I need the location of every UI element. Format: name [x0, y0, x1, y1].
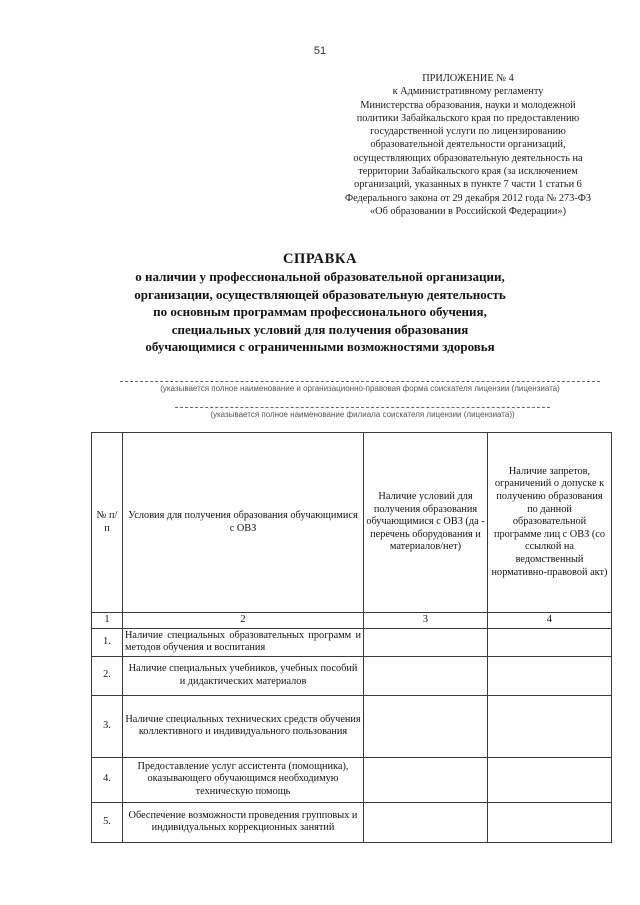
- appendix-line: «Об образовании в Российской Федерации»): [369, 205, 567, 217]
- row-condition: Наличие специальных учебников, учебных пособий и дидактических материалов: [123, 656, 364, 695]
- appendix-line: организаций, указанных в пункте 7 части 1 статьи 6: [354, 179, 582, 191]
- table-row: [92, 802, 612, 842]
- row-num: 5.: [92, 802, 123, 842]
- appendix-line: осуществляющих образовательную деятельность на: [353, 152, 583, 164]
- subtitle-line: специальных условий для получения образования: [171, 321, 469, 337]
- document-title: СПРАВКА: [282, 251, 358, 267]
- column-number: 1: [92, 613, 123, 629]
- appendix-line: территории Забайкальского края (за исключением: [358, 166, 578, 178]
- appendix-line: государственной услуги по лицензированию: [370, 126, 566, 138]
- subtitle-line: по основным программам профессионального обучения,: [153, 304, 487, 319]
- row-availability-cell[interactable]: [364, 695, 488, 757]
- header-num: № п/п: [92, 433, 123, 613]
- row-restrictions-cell[interactable]: [488, 757, 612, 802]
- header-restrictions: Наличие запретов, ограничений о допуске к получению образования по данной образовательной программе лиц с ОВЗ (со ссылкой на ведомственный нормативно-правовой акт): [488, 433, 612, 613]
- subtitle-line: организации, осуществляющей образовательную деятельность: [134, 286, 506, 302]
- row-num: 4.: [92, 757, 123, 802]
- row-num: 2.: [92, 656, 123, 695]
- appendix-block: [318, 72, 618, 218]
- table-row: [92, 656, 612, 695]
- column-number: 4: [488, 613, 612, 629]
- row-availability-cell[interactable]: [364, 757, 488, 802]
- subtitle-line: о наличии у профессиональной образовательной организации,: [135, 269, 505, 284]
- row-restrictions-cell[interactable]: [488, 656, 612, 695]
- row-condition: Обеспечение возможности проведения групповых и индивидуальных коррекционных занятий: [123, 802, 364, 842]
- applicant-name-caption: (указывается полное наименование и организационно-правовая форма соискателя лицензии (лицензиата): [160, 384, 560, 393]
- header-availability: Наличие условий для получения образования обучающимися с ОВЗ (да - перечень оборудования и материалов/нет): [364, 433, 488, 613]
- subtitle-line: обучающимися с ограниченными возможностями здоровья: [145, 339, 495, 354]
- appendix-line: Федерального закона от 29 декабря 2012 года № 273-ФЗ: [344, 192, 592, 204]
- branch-name-field[interactable]: [175, 407, 550, 420]
- appendix-line: ПРИЛОЖЕНИЕ № 4: [422, 73, 514, 84]
- appendix-line: Министерства образования, науки и молодежной: [360, 99, 576, 111]
- page-number: 51: [313, 45, 327, 57]
- row-restrictions-cell[interactable]: [488, 628, 612, 656]
- document-subtitle: [0, 268, 640, 356]
- row-availability-cell[interactable]: [364, 656, 488, 695]
- row-condition: Предоставление услуг ассистента (помощника), оказывающего обучающимся необходимую техническую помощь: [123, 757, 364, 802]
- document-title-block: [0, 250, 640, 356]
- column-number: 3: [364, 613, 488, 629]
- table-row: [92, 757, 612, 802]
- conditions-table: [91, 432, 612, 843]
- table-row: [92, 695, 612, 757]
- row-condition: Наличие специальных образовательных программ и методов обучения и воспитания: [123, 628, 364, 656]
- table-header-row: [92, 433, 612, 613]
- row-restrictions-cell[interactable]: [488, 802, 612, 842]
- branch-name-caption: (указывается полное наименование филиала соискателя лицензии (лицензиата)): [210, 410, 515, 419]
- row-num: 1.: [92, 628, 123, 656]
- appendix-line: политики Забайкальского края по предоставлению: [356, 112, 580, 124]
- column-number: 2: [123, 613, 364, 629]
- appendix-line: к Административному регламенту: [392, 86, 544, 98]
- table-row: [92, 628, 612, 656]
- row-availability-cell[interactable]: [364, 628, 488, 656]
- row-condition: Наличие специальных технических средств обучения коллективного и индивидуального пользования: [123, 695, 364, 757]
- applicant-name-field[interactable]: [120, 381, 600, 394]
- row-availability-cell[interactable]: [364, 802, 488, 842]
- appendix-line: образовательной деятельности организаций,: [370, 139, 566, 151]
- row-restrictions-cell[interactable]: [488, 695, 612, 757]
- row-num: 3.: [92, 695, 123, 757]
- column-number-row: [92, 613, 612, 629]
- header-condition: Условия для получения образования обучающимися с ОВЗ: [123, 433, 364, 613]
